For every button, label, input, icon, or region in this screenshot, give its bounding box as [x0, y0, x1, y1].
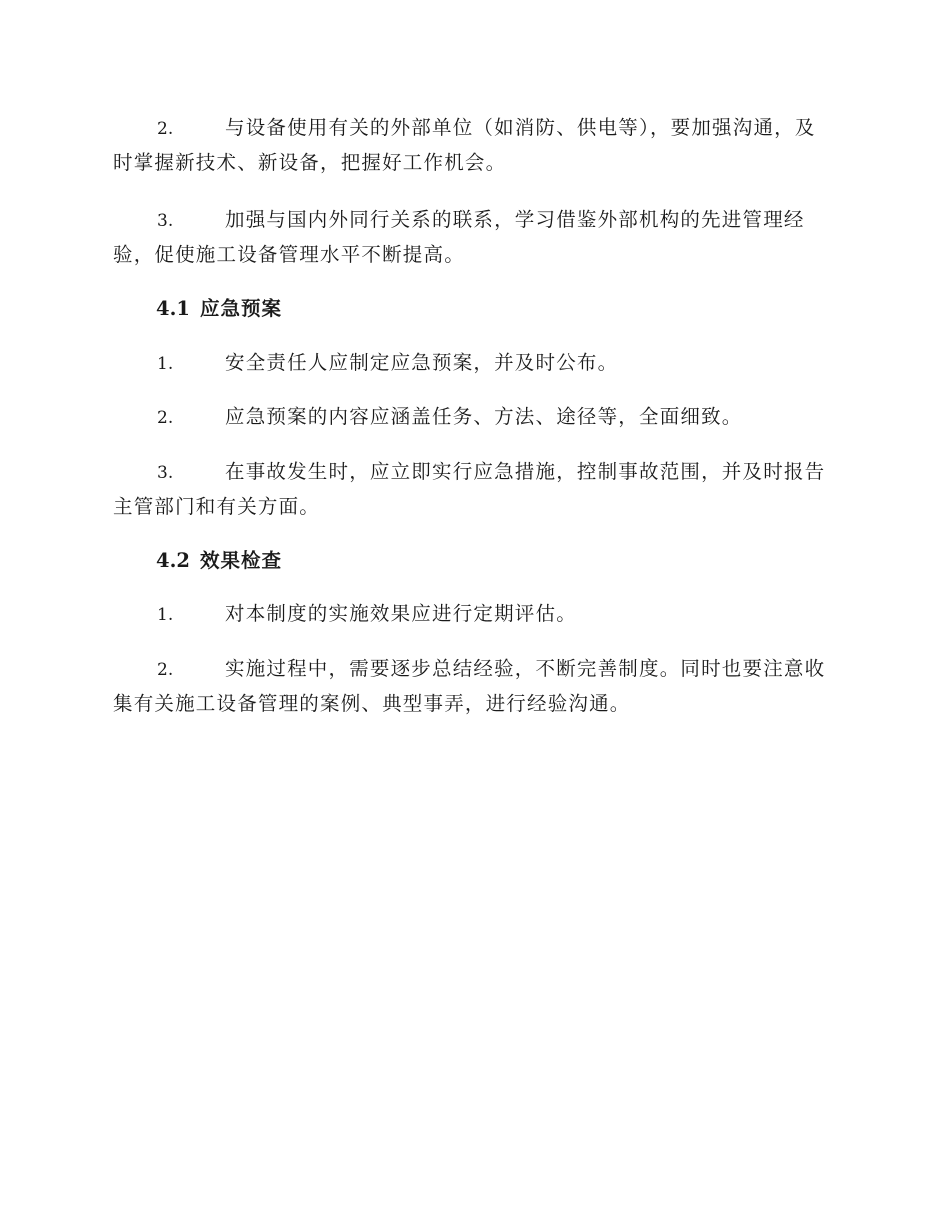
- list-item-text: 在事故发生时，应立即实行应急措施，控制事故范围，并及时报告主管部门和有关方面。: [113, 460, 826, 518]
- list-item-number: 2.: [157, 408, 174, 428]
- section-number: 4.1: [156, 297, 190, 320]
- list-item-number: 3.: [157, 463, 174, 483]
- list-item: [113, 400, 833, 435]
- list-item: [113, 455, 833, 523]
- section-title: 应急预案: [199, 297, 282, 320]
- section-title: 效果检查: [199, 549, 282, 572]
- list-item-number: 2.: [157, 660, 174, 680]
- list-item-text: 加强与国内外同行关系的联系，学习借鉴外部机构的先进管理经验，促使施工设备管理水平不断提高。: [113, 208, 805, 266]
- list-item-number: 2.: [157, 119, 174, 139]
- list-item-number: 1.: [157, 354, 174, 374]
- list-item-number: 3.: [157, 211, 174, 231]
- list-item: [113, 652, 833, 720]
- list-item-text: 实施过程中，需要逐步总结经验，不断完善制度。同时也要注意收集有关施工设备管理的案例、典型事弄，进行经验沟通。: [113, 657, 826, 715]
- list-item: [113, 203, 833, 271]
- list-item-number: 1.: [157, 605, 174, 625]
- section-heading-4-2: [156, 544, 282, 577]
- list-item: [113, 111, 833, 179]
- list-item-text: 安全责任人应制定应急预案，并及时公布。: [225, 351, 619, 374]
- list-item-text: 应急预案的内容应涵盖任务、方法、途径等，全面细致。: [225, 405, 743, 428]
- list-item-text: 对本制度的实施效果应进行定期评估。: [225, 602, 577, 625]
- section-number: 4.2: [156, 549, 190, 572]
- list-item: [113, 597, 833, 632]
- list-item: [113, 346, 833, 381]
- list-item-text: 与设备使用有关的外部单位（如消防、供电等），要加强沟通，及时掌握新技术、新设备，把握好工作机会。: [113, 116, 816, 174]
- section-heading-4-1: [156, 292, 282, 325]
